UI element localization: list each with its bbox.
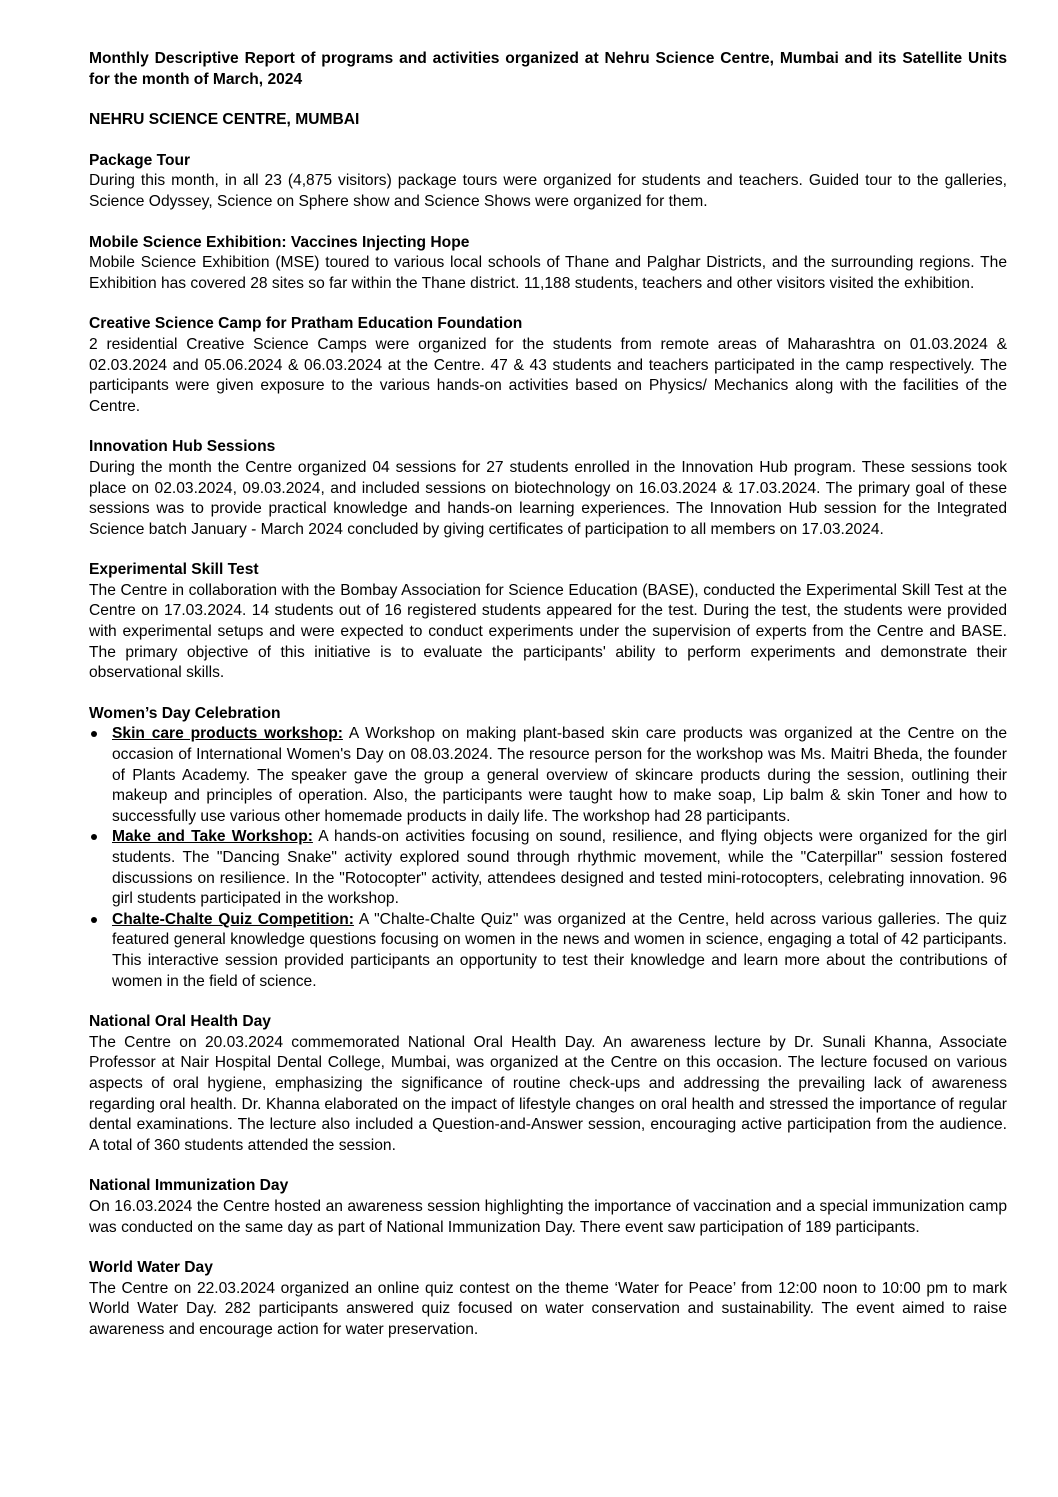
section-body: The Centre in collaboration with the Bombay Association for Science Education (BASE), conducted the Experimental Skill Test at the Centre on 17.03.2024. 14 students out of 16 registered students appeared for the test. During the test, the students were provided with experimental setups and were expected to conduct experiments under the supervision of experts from the Centre and BASE. The primary objective of this initiative is to evaluate the participants' ability to perform experiments and demonstrate their observational skills.	[89, 581, 1007, 682]
report-title: Monthly Descriptive Report of programs and activities organized at Nehru Science Centre, Mumbai and its Satellite Units for the month of March, 2024	[89, 50, 1007, 88]
bullet-icon	[91, 834, 97, 840]
section-heading: Innovation Hub Sessions	[89, 438, 276, 456]
section-world-water-day	[89, 1258, 1007, 1340]
section-heading: World Water Day	[89, 1259, 213, 1277]
womens-day-list	[89, 724, 1007, 992]
section-package-tour	[89, 151, 1007, 213]
section-body: Mobile Science Exhibition (MSE) toured to various local schools of Thane and Palghar Districts, and the surrounding regions. The Exhibition has covered 28 sites so far within the Thane district. 11,188 students, teachers and other visitors visited the exhibition.	[89, 254, 1007, 292]
section-heading: Women’s Day Celebration	[89, 704, 281, 722]
list-item	[89, 724, 1007, 827]
list-item	[89, 827, 1007, 909]
item-text: A Workshop on making plant-based skin care products was organized at the Centre on the occasion of International Women's Day on 08.03.2024. The resource person for the workshop was Ms. Maitri Bheda, the founder of Plants Academy. The speaker gave the group a general overview of skincare products during the session, outlining their makeup and principles of operation. Also, the participants were taught how to make soap, Lip balm & skin Toner and how to successfully use various other homemade products in daily life. The workshop had 28 participants.	[112, 725, 1007, 825]
section-body: The Centre on 20.03.2024 commemorated National Oral Health Day. An awareness lecture by Dr. Sunali Khanna, Associate Professor at Nair Hospital Dental College, Mumbai, was organized at the Centre on this occasion. The lecture focused on various aspects of oral hygiene, emphasizing the significance of routine check-ups and addressing the prevailing lack of awareness regarding oral health. Dr. Khanna elaborated on the impact of lifestyle changes on oral health and stressed the importance of regular dental examinations. The lecture also included a Question-and-Answer session, encouraging active participation from the audience. A total of 360 students attended the session.	[89, 1033, 1007, 1154]
list-item	[89, 910, 1007, 992]
section-body: 2 residential Creative Science Camps were organized for the students from remote areas of Maharashtra on 01.03.2024 & 02.03.2024 and 05.06.2024 & 06.03.2024 at the Centre. 47 & 43 students and teachers participated in the camp respectively. The participants were given exposure to the various hands-on activities based on Physics/ Mechanics along with the facilities of the Centre.	[89, 335, 1007, 415]
item-label: Make and Take Workshop:	[112, 828, 313, 846]
org-heading: NEHRU SCIENCE CENTRE, MUMBAI	[89, 111, 360, 129]
section-body: On 16.03.2024 the Centre hosted an awareness session highlighting the importance of vaccination and a special immunization camp was conducted on the same day as part of National Immunization Day. There event saw participation of 189 participants.	[89, 1197, 1007, 1236]
section-heading: National Oral Health Day	[89, 1013, 271, 1031]
section-womens-day	[89, 704, 1007, 992]
section-heading: Experimental Skill Test	[89, 561, 259, 579]
item-text: A "Chalte-Chalte Quiz" was organized at the Centre, held across various galleries. The quiz featured general knowledge questions focusing on women in the news and women in science, engaging a total of 42 participants. This interactive session provided participants an opportunity to test their knowledge and learn more about the contributions of women in the field of science.	[112, 910, 1007, 990]
section-experimental-skill-test	[89, 560, 1007, 684]
item-label: Skin care products workshop:	[112, 725, 343, 743]
section-heading: Mobile Science Exhibition: Vaccines Injecting Hope	[89, 233, 470, 251]
bullet-icon	[91, 731, 97, 737]
section-mobile-science-exhibition	[89, 233, 1007, 295]
section-oral-health-day	[89, 1012, 1007, 1156]
item-text: A hands-on activities focusing on sound, resilience, and flying objects were organized for the girl students. The "Dancing Snake" activity explored sound through rhythmic movement, while the "Caterpillar" session fostered discussions on resilience. In the "Rotocopter" activity, attendees designed and tested mini-rotocopters, celebrating innovation. 96 girl students participated in the workshop.	[112, 828, 1008, 908]
report-page	[89, 49, 1007, 1360]
section-heading: Creative Science Camp for Pratham Education Foundation	[89, 315, 523, 333]
section-body: During the month the Centre organized 04 sessions for 27 students enrolled in the Innovation Hub program. These sessions took place on 02.03.2024, 09.03.2024, and included sessions on biotechnology on 16.03.2024 & 17.03.2024. The primary goal of these sessions was to provide practical knowledge and hands-on learning experiences. The Innovation Hub session for the Integrated Science batch January - March 2024 concluded by giving certificates of participation to all members on 17.03.2024.	[89, 458, 1007, 538]
section-creative-science-camp	[89, 314, 1007, 417]
section-immunization-day	[89, 1176, 1007, 1238]
bullet-icon	[91, 917, 97, 923]
section-heading: National Immunization Day	[89, 1177, 289, 1195]
section-body: During this month, in all 23 (4,875 visitors) package tours were organized for students and teachers. Guided tour to the galleries, Science Odyssey, Science on Sphere show and Science Shows were organized for them.	[89, 172, 1007, 210]
section-body: The Centre on 22.03.2024 organized an online quiz contest on the theme ‘Water for Peace’ from 12:00 noon to 10:00 pm to mark World Water Day. 282 participants answered quiz focused on water conservation and sustainability. The event aimed to raise awareness and encourage action for water preservation.	[89, 1279, 1007, 1338]
item-label: Chalte-Chalte Quiz Competition:	[112, 910, 354, 928]
section-heading: Package Tour	[89, 151, 191, 169]
section-innovation-hub	[89, 437, 1007, 540]
